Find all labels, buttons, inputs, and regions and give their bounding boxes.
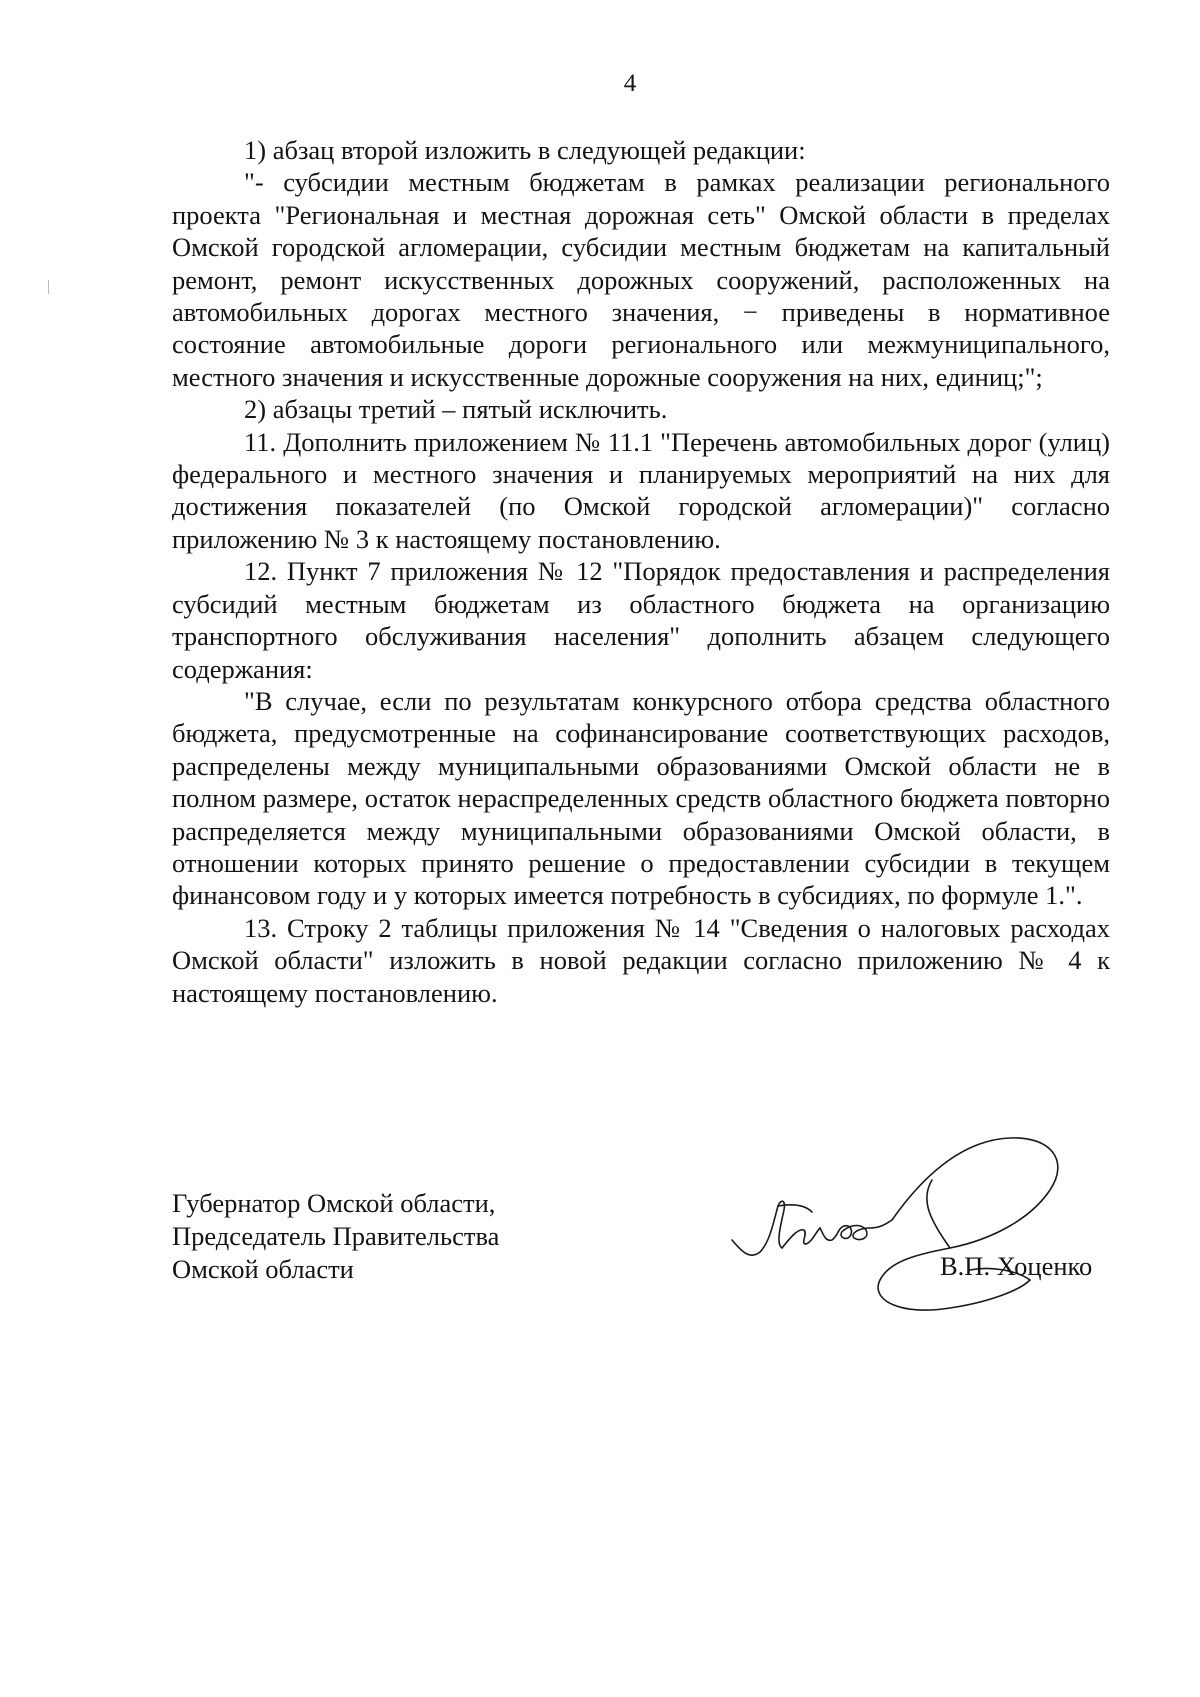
handwritten-signature xyxy=(720,1120,1080,1320)
signatory-title xyxy=(172,1187,572,1286)
signatory-title-line: Омской области xyxy=(172,1254,354,1284)
signatory-title-line: Губернатор Омской области, xyxy=(172,1188,496,1218)
paragraph-6: "В случае, если по результатам конкурсного отбора средства областного бюджета, предусмотренные на софинансирование соответствующих расходов, распределены между муниципальными образованиями Омской области не в полном размере, остаток нераспределенных средств областного бюджета повторно распределяется между муниципальными образованиями Омской области, в отношении которых принято решение о предоставлении субсидии в текущем финансовом году и у которых имеется потребность в субсидиях, по формуле 1.". xyxy=(172,685,1110,911)
signatory-title-line: Председатель Правительства xyxy=(172,1221,500,1251)
paragraph-4: 11. Дополнить приложением № 11.1 "Перечень автомобильных дорог (улиц) федерального и местного значения и планируемых мероприятий на них для достижения показателей (по Омской городской агломерации)" согласно приложению № 3 к настоящему постановлению. xyxy=(172,426,1110,554)
document-body xyxy=(172,134,1110,1009)
paragraph-3: 2) абзацы третий – пятый исключить. xyxy=(244,394,668,425)
paragraph-7: 13. Строку 2 таблицы приложения № 14 "Сведения о налоговых расходах Омской области" изложить в новой редакции согласно приложению № 4 к настоящему постановлению. xyxy=(172,912,1110,1008)
paragraph-1: 1) абзац второй изложить в следующей редакции: xyxy=(244,135,806,165)
paragraph-5: 12. Пункт 7 приложения № 12 "Порядок предоставления и распределения субсидий местным бюджетам из областного бюджета на организацию транспортного обслуживания населения" дополнить абзацем следующего содержания: xyxy=(172,556,1110,684)
page-number: 4 xyxy=(623,70,637,97)
paragraph-2: "- субсидии местным бюджетам в рамках реализации регионального проекта "Региональная и местная дорожная сеть" Омской области в пределах Омской городской агломерации, субсидии местным бюджетам на капитальный ремонт, ремонт искусственных дорожных сооружений, расположенных на автомобильных дорогах местного значения, − приведены в нормативное состояние автомобильные дороги регионального или межмуниципального, местного значения и искусственные дорожные сооружения на них, единиц;"; xyxy=(172,167,1110,392)
signatory-name: В.П. Хоценко xyxy=(940,1251,1093,1281)
margin-mark xyxy=(48,280,49,294)
